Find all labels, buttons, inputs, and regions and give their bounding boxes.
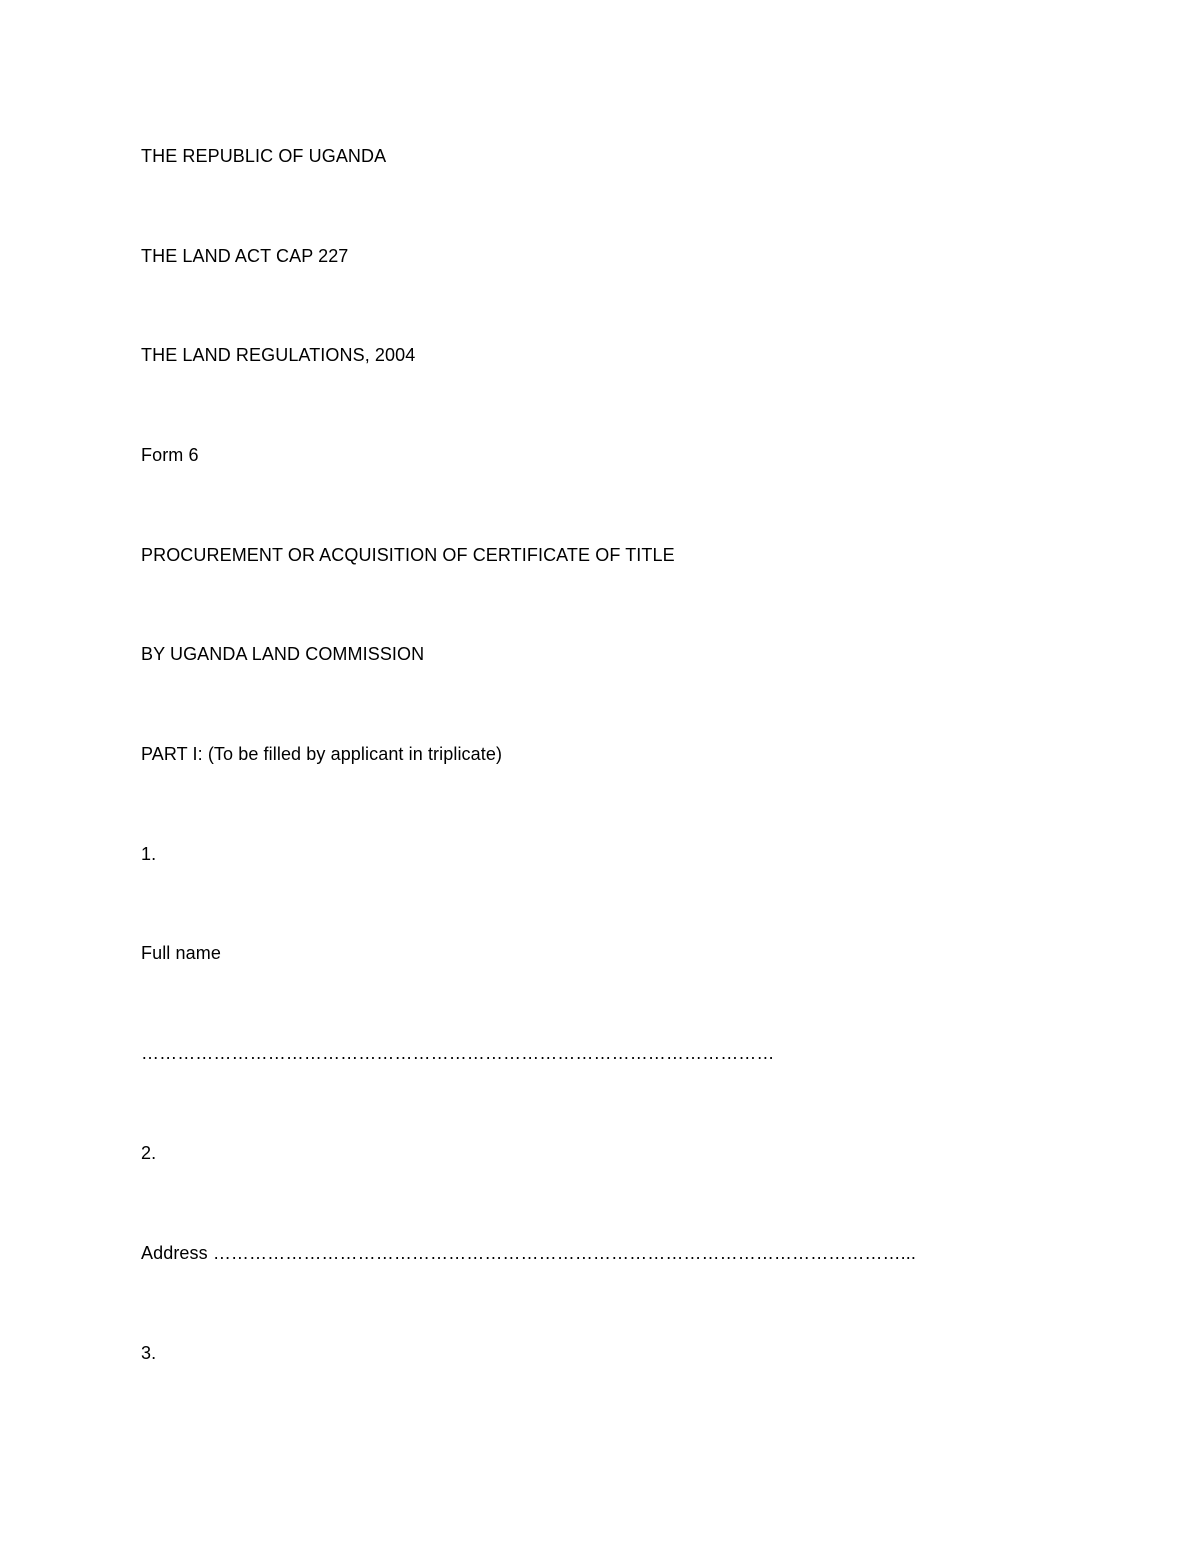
form-number: Form 6 (141, 445, 199, 465)
heading-country: THE REPUBLIC OF UGANDA (141, 146, 387, 166)
address-field: Address ……………………………………………………………………………………………………... (141, 1243, 916, 1263)
item-number-2: 2. (141, 1143, 157, 1163)
heading-regulations: THE LAND REGULATIONS, 2004 (141, 345, 416, 365)
item-number-3: 3. (141, 1343, 157, 1363)
part-heading: PART I: (To be filled by applicant in triplicate) (141, 744, 503, 764)
full-name-label: Full name (141, 943, 221, 963)
form-title-line2: BY UGANDA LAND COMMISSION (141, 644, 425, 664)
heading-act: THE LAND ACT CAP 227 (141, 246, 349, 266)
item-number-1: 1. (141, 844, 157, 864)
form-title-line1: PROCUREMENT OR ACQUISITION OF CERTIFICATE OF TITLE (141, 545, 675, 565)
full-name-fill-line: …………………………………………………………………………………………… (141, 1043, 775, 1063)
